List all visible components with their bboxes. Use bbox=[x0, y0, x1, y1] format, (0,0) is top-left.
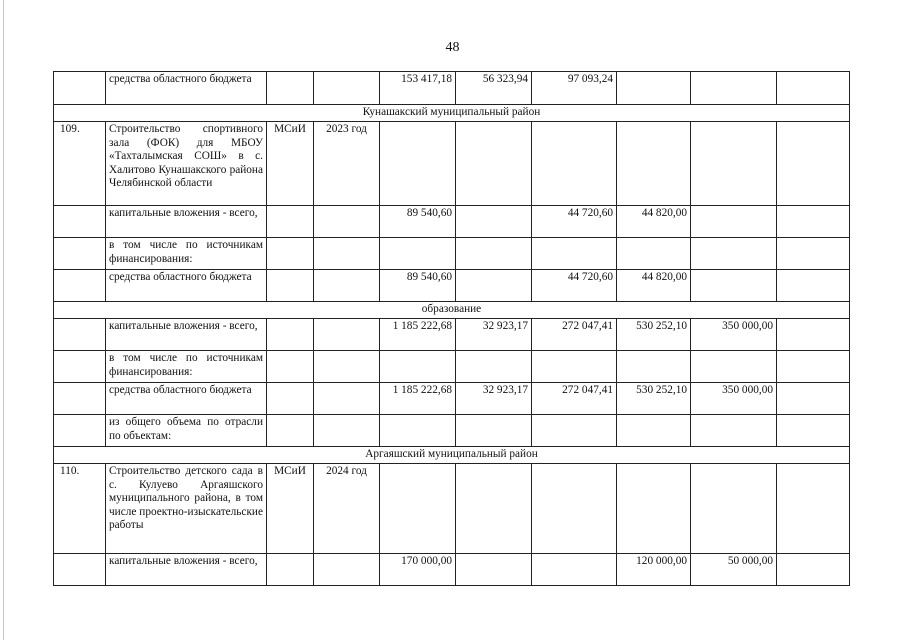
amount-col-6-cell bbox=[777, 319, 850, 351]
amount-col-4-cell bbox=[617, 238, 691, 270]
executor-cell bbox=[267, 72, 314, 105]
amount-col-6-cell bbox=[777, 206, 850, 238]
row-number-cell bbox=[54, 206, 106, 238]
table-row bbox=[54, 464, 850, 554]
period-cell bbox=[314, 206, 380, 238]
row-number-cell bbox=[54, 270, 106, 302]
executor-cell: МСиИ bbox=[267, 464, 314, 554]
amount-col-5-cell: 350 000,00 bbox=[691, 383, 777, 415]
amount-col-5-cell bbox=[691, 122, 777, 206]
amount-col-4-cell: 530 252,10 bbox=[617, 319, 691, 351]
executor-cell: МСиИ bbox=[267, 122, 314, 206]
amount-col-2-cell bbox=[456, 351, 532, 383]
table-row bbox=[54, 319, 850, 351]
amount-col-2-cell: 56 323,94 bbox=[456, 72, 532, 105]
period-cell: 2024 год bbox=[314, 464, 380, 554]
amount-col-2-cell bbox=[456, 238, 532, 270]
amount-col-5-cell bbox=[691, 206, 777, 238]
amount-col-4-cell: 44 820,00 bbox=[617, 270, 691, 302]
amount-col-4-cell: 530 252,10 bbox=[617, 383, 691, 415]
row-number-cell bbox=[54, 238, 106, 270]
amount-col-6-cell bbox=[777, 122, 850, 206]
row-description-cell: в том числе по источникам финансирования: bbox=[106, 351, 267, 383]
amount-col-2-cell bbox=[456, 415, 532, 447]
table-row bbox=[54, 554, 850, 586]
amount-col-5-cell bbox=[691, 270, 777, 302]
amount-col-3-cell: 44 720,60 bbox=[532, 270, 617, 302]
amount-total-cell: 89 540,60 bbox=[380, 270, 456, 302]
executor-cell bbox=[267, 319, 314, 351]
table-body bbox=[54, 72, 850, 586]
row-description-cell: средства областного бюджета bbox=[106, 270, 267, 302]
amount-col-5-cell bbox=[691, 415, 777, 447]
row-number-cell bbox=[54, 72, 106, 105]
period-cell bbox=[314, 319, 380, 351]
amount-col-3-cell bbox=[532, 238, 617, 270]
amount-col-3-cell: 272 047,41 bbox=[532, 319, 617, 351]
financing-table bbox=[53, 71, 850, 586]
section-header-row bbox=[54, 447, 850, 464]
amount-col-4-cell bbox=[617, 351, 691, 383]
executor-cell bbox=[267, 351, 314, 383]
amount-total-cell bbox=[380, 238, 456, 270]
amount-col-5-cell: 350 000,00 bbox=[691, 319, 777, 351]
amount-col-6-cell bbox=[777, 270, 850, 302]
amount-col-6-cell bbox=[777, 383, 850, 415]
table-row bbox=[54, 415, 850, 447]
amount-total-cell: 1 185 222,68 bbox=[380, 319, 456, 351]
amount-col-2-cell bbox=[456, 464, 532, 554]
amount-col-3-cell: 97 093,24 bbox=[532, 72, 617, 105]
row-description-cell: капитальные вложения - всего, bbox=[106, 554, 267, 586]
amount-total-cell bbox=[380, 415, 456, 447]
section-header-row bbox=[54, 105, 850, 122]
amount-col-5-cell bbox=[691, 351, 777, 383]
section-title: Аргаяшский муниципальный район bbox=[54, 447, 850, 464]
period-cell bbox=[314, 383, 380, 415]
period-cell bbox=[314, 554, 380, 586]
amount-col-3-cell bbox=[532, 122, 617, 206]
section-header-row bbox=[54, 302, 850, 319]
amount-total-cell: 153 417,18 bbox=[380, 72, 456, 105]
executor-cell bbox=[267, 206, 314, 238]
amount-col-2-cell bbox=[456, 122, 532, 206]
amount-total-cell bbox=[380, 122, 456, 206]
section-title: образование bbox=[54, 302, 850, 319]
row-number-cell: 110. bbox=[54, 464, 106, 554]
amount-col-3-cell bbox=[532, 415, 617, 447]
row-number-cell bbox=[54, 415, 106, 447]
scan-edge-line bbox=[3, 0, 4, 640]
amount-total-cell: 170 000,00 bbox=[380, 554, 456, 586]
executor-cell bbox=[267, 554, 314, 586]
amount-col-6-cell bbox=[777, 351, 850, 383]
page-number: 48 bbox=[445, 40, 460, 55]
amount-col-6-cell bbox=[777, 72, 850, 105]
period-cell bbox=[314, 415, 380, 447]
amount-col-2-cell: 32 923,17 bbox=[456, 383, 532, 415]
amount-col-2-cell bbox=[456, 270, 532, 302]
table-row bbox=[54, 351, 850, 383]
amount-col-2-cell bbox=[456, 206, 532, 238]
executor-cell bbox=[267, 270, 314, 302]
table-row bbox=[54, 206, 850, 238]
row-description-cell: средства областного бюджета bbox=[106, 383, 267, 415]
amount-total-cell: 89 540,60 bbox=[380, 206, 456, 238]
amount-col-4-cell: 120 000,00 bbox=[617, 554, 691, 586]
amount-col-3-cell bbox=[532, 464, 617, 554]
amount-col-4-cell bbox=[617, 122, 691, 206]
row-number-cell bbox=[54, 319, 106, 351]
amount-col-6-cell bbox=[777, 554, 850, 586]
row-description-cell: в том числе по источникам финансирования: bbox=[106, 238, 267, 270]
table-row bbox=[54, 72, 850, 105]
amount-col-3-cell: 44 720,60 bbox=[532, 206, 617, 238]
row-number-cell bbox=[54, 554, 106, 586]
amount-col-6-cell bbox=[777, 238, 850, 270]
row-description-cell: Строительство детского сада в с. Кулуево Аргаяшского муниципального района, в том числе проектно-изыскательские работы bbox=[106, 464, 267, 554]
amount-col-3-cell bbox=[532, 554, 617, 586]
row-number-cell bbox=[54, 351, 106, 383]
table-row bbox=[54, 122, 850, 206]
table-row bbox=[54, 270, 850, 302]
period-cell bbox=[314, 72, 380, 105]
row-description-cell: из общего объема по отрасли по объектам: bbox=[106, 415, 267, 447]
period-cell: 2023 год bbox=[314, 122, 380, 206]
amount-col-2-cell bbox=[456, 554, 532, 586]
amount-col-3-cell: 272 047,41 bbox=[532, 383, 617, 415]
amount-col-5-cell: 50 000,00 bbox=[691, 554, 777, 586]
amount-col-3-cell bbox=[532, 351, 617, 383]
table-row bbox=[54, 383, 850, 415]
table-row bbox=[54, 238, 850, 270]
row-description-cell: Строительство спортивного зала (ФОК) для МБОУ «Тахталымская СОШ» в с. Халитово Кунашакского района Челябинской области bbox=[106, 122, 267, 206]
executor-cell bbox=[267, 238, 314, 270]
row-description-cell: капитальные вложения - всего, bbox=[106, 206, 267, 238]
amount-col-5-cell bbox=[691, 72, 777, 105]
executor-cell bbox=[267, 383, 314, 415]
row-number-cell: 109. bbox=[54, 122, 106, 206]
row-description-cell: капитальные вложения - всего, bbox=[106, 319, 267, 351]
executor-cell bbox=[267, 415, 314, 447]
amount-col-4-cell: 44 820,00 bbox=[617, 206, 691, 238]
row-number-cell bbox=[54, 383, 106, 415]
amount-col-4-cell bbox=[617, 415, 691, 447]
amount-col-5-cell bbox=[691, 464, 777, 554]
amount-col-4-cell bbox=[617, 72, 691, 105]
period-cell bbox=[314, 238, 380, 270]
amount-col-6-cell bbox=[777, 415, 850, 447]
row-description-cell: средства областного бюджета bbox=[106, 72, 267, 105]
amount-col-6-cell bbox=[777, 464, 850, 554]
period-cell bbox=[314, 270, 380, 302]
section-title: Кунашакский муниципальный район bbox=[54, 105, 850, 122]
amount-col-4-cell bbox=[617, 464, 691, 554]
amount-col-5-cell bbox=[691, 238, 777, 270]
period-cell bbox=[314, 351, 380, 383]
amount-total-cell: 1 185 222,68 bbox=[380, 383, 456, 415]
amount-total-cell bbox=[380, 464, 456, 554]
amount-total-cell bbox=[380, 351, 456, 383]
amount-col-2-cell: 32 923,17 bbox=[456, 319, 532, 351]
